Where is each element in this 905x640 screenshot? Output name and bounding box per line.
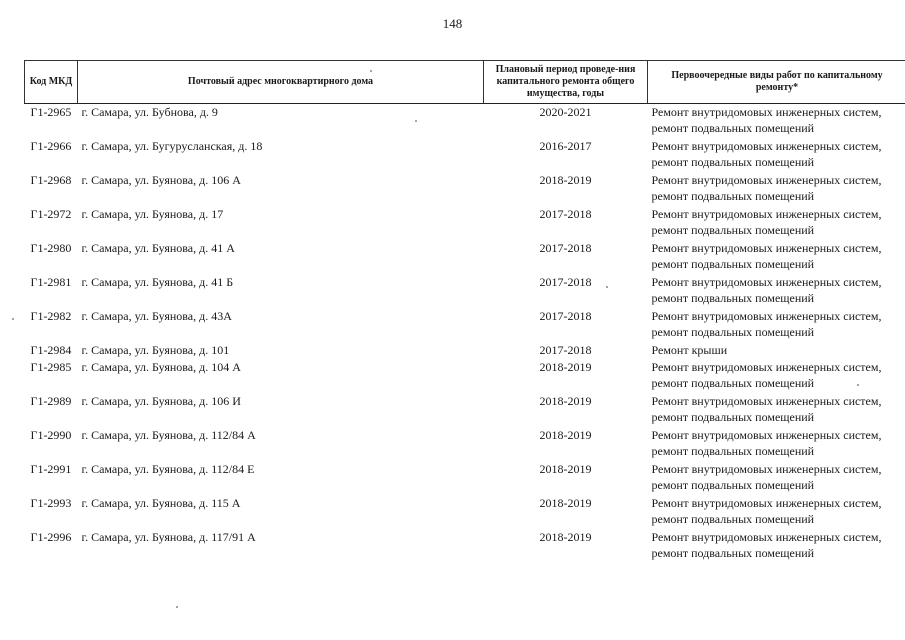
table-row — [25, 274, 905, 308]
cell-period: 2018-2019 — [539, 428, 592, 442]
cell-code: Г1-2980 — [30, 241, 72, 255]
cell-address: г. Самара, ул. Буянова, д. 115 А — [81, 496, 241, 510]
cell-code: Г1-2981 — [30, 275, 72, 289]
cell-period: 2018-2019 — [539, 173, 592, 187]
works-line: ремонт подвальных помещений — [651, 376, 815, 390]
works-line: ремонт подвальных помещений — [651, 223, 815, 237]
header-code: Код МКД — [25, 61, 78, 104]
cell-address: г. Самара, ул. Буянова, д. 101 — [81, 343, 230, 357]
cell-period: 2016-2017 — [539, 139, 592, 153]
table-row — [25, 529, 905, 563]
header-address: Почтовый адрес многоквартирного дома — [78, 61, 484, 104]
works-line: ремонт подвальных помещений — [651, 257, 815, 271]
cell-address: г. Самара, ул. Бугурусланская, д. 18 — [81, 139, 263, 153]
table-row — [25, 495, 905, 529]
works-line: Ремонт внутридомовых инженерных систем, — [651, 275, 882, 289]
works-line: Ремонт внутридомовых инженерных систем, — [651, 462, 882, 476]
cell-works — [648, 359, 905, 393]
table-row — [25, 172, 905, 206]
works-line: Ремонт внутридомовых инженерных систем, — [651, 530, 882, 544]
works-line: ремонт подвальных помещений — [651, 325, 815, 339]
scan-speck — [176, 606, 178, 608]
table-row — [25, 427, 905, 461]
cell-address: г. Самара, ул. Буянова, д. 106 И — [81, 394, 241, 408]
table-row — [25, 240, 905, 274]
cell-works — [648, 240, 905, 274]
cell-code: Г1-2989 — [30, 394, 72, 408]
page-number: 148 — [442, 16, 463, 31]
works-line: Ремонт внутридомовых инженерных систем, — [651, 428, 882, 442]
works-line: ремонт подвальных помещений — [651, 478, 815, 492]
table-row — [25, 393, 905, 427]
works-line: Ремонт внутридомовых инженерных систем, — [651, 139, 882, 153]
cell-works — [648, 138, 905, 172]
table-row — [25, 461, 905, 495]
table-row — [25, 138, 905, 172]
cell-period: 2018-2019 — [539, 530, 592, 544]
cell-works — [648, 393, 905, 427]
cell-works — [648, 461, 905, 495]
table-row — [25, 206, 905, 240]
cell-works — [648, 342, 905, 359]
works-line: Ремонт крыши — [651, 343, 728, 357]
cell-address: г. Самара, ул. Буянова, д. 43А — [81, 309, 232, 323]
cell-code: Г1-2965 — [30, 105, 72, 119]
cell-address: г. Самара, ул. Буянова, д. 17 — [81, 207, 224, 221]
scan-speck — [370, 70, 372, 72]
cell-address: г. Самара, ул. Буянова, д. 106 А — [81, 173, 241, 187]
cell-code: Г1-2966 — [30, 139, 72, 153]
cell-works — [648, 427, 905, 461]
cell-works — [648, 529, 905, 563]
works-line: ремонт подвальных помещений — [651, 121, 815, 135]
cell-address: г. Самара, ул. Буянова, д. 117/91 А — [81, 530, 256, 544]
cell-period: 2018-2019 — [539, 360, 592, 374]
cell-address: г. Самара, ул. Бубнова, д. 9 — [81, 105, 218, 119]
cell-code: Г1-2972 — [30, 207, 72, 221]
cell-address: г. Самара, ул. Буянова, д. 41 А — [81, 241, 235, 255]
cell-works — [648, 206, 905, 240]
works-line: Ремонт внутридомовых инженерных систем, — [651, 207, 882, 221]
works-line: Ремонт внутридомовых инженерных систем, — [651, 496, 882, 510]
cell-address: г. Самара, ул. Буянова, д. 104 А — [81, 360, 241, 374]
table-row — [25, 359, 905, 393]
cell-code: Г1-2993 — [30, 496, 72, 510]
cell-code: Г1-2968 — [30, 173, 72, 187]
scan-speck — [606, 286, 608, 288]
table-row — [25, 104, 905, 139]
scan-speck — [857, 384, 859, 386]
capital-repair-table — [24, 60, 905, 563]
works-line: ремонт подвальных помещений — [651, 155, 815, 169]
scan-speck — [12, 318, 14, 320]
cell-period: 2017-2018 — [539, 241, 592, 255]
table-row — [25, 308, 905, 342]
cell-code: Г1-2984 — [30, 343, 72, 357]
table-header-row — [25, 61, 905, 104]
works-line: Ремонт внутридомовых инженерных систем, — [651, 241, 882, 255]
cell-period: 2018-2019 — [539, 462, 592, 476]
works-line: ремонт подвальных помещений — [651, 291, 815, 305]
works-line: ремонт подвальных помещений — [651, 546, 815, 560]
cell-works — [648, 172, 905, 206]
cell-period: 2017-2018 — [539, 309, 592, 323]
works-line: ремонт подвальных помещений — [651, 410, 815, 424]
cell-address: г. Самара, ул. Буянова, д. 41 Б — [81, 275, 234, 289]
works-line: ремонт подвальных помещений — [651, 189, 815, 203]
works-line: Ремонт внутридомовых инженерных систем, — [651, 105, 882, 119]
works-line: Ремонт внутридомовых инженерных систем, — [651, 309, 882, 323]
cell-works — [648, 104, 905, 139]
cell-period: 2018-2019 — [539, 496, 592, 510]
cell-code: Г1-2990 — [30, 428, 72, 442]
cell-address: г. Самара, ул. Буянова, д. 112/84 Е — [81, 462, 255, 476]
cell-code: Г1-2982 — [30, 309, 72, 323]
scan-speck — [415, 120, 417, 122]
works-line: ремонт подвальных помещений — [651, 512, 815, 526]
cell-period: 2017-2018 — [539, 207, 592, 221]
table-body — [25, 104, 905, 564]
works-line: Ремонт внутридомовых инженерных систем, — [651, 173, 882, 187]
cell-works — [648, 274, 905, 308]
header-works: Первоочередные виды работ по капитальному ремонту* — [648, 61, 905, 104]
cell-period: 2018-2019 — [539, 394, 592, 408]
cell-code: Г1-2991 — [30, 462, 72, 476]
cell-period: 2020-2021 — [539, 105, 592, 119]
table-row — [25, 342, 905, 359]
cell-address: г. Самара, ул. Буянова, д. 112/84 А — [81, 428, 256, 442]
works-line: Ремонт внутридомовых инженерных систем, — [651, 360, 882, 374]
cell-period: 2017-2018 — [539, 275, 592, 289]
cell-period: 2017-2018 — [539, 343, 592, 357]
header-period: Плановый период проведе-ния капитального ремонта общего имущества, годы — [484, 61, 648, 104]
cell-works — [648, 495, 905, 529]
works-line: ремонт подвальных помещений — [651, 444, 815, 458]
cell-works — [648, 308, 905, 342]
cell-code: Г1-2985 — [30, 360, 72, 374]
cell-code: Г1-2996 — [30, 530, 72, 544]
works-line: Ремонт внутридомовых инженерных систем, — [651, 394, 882, 408]
